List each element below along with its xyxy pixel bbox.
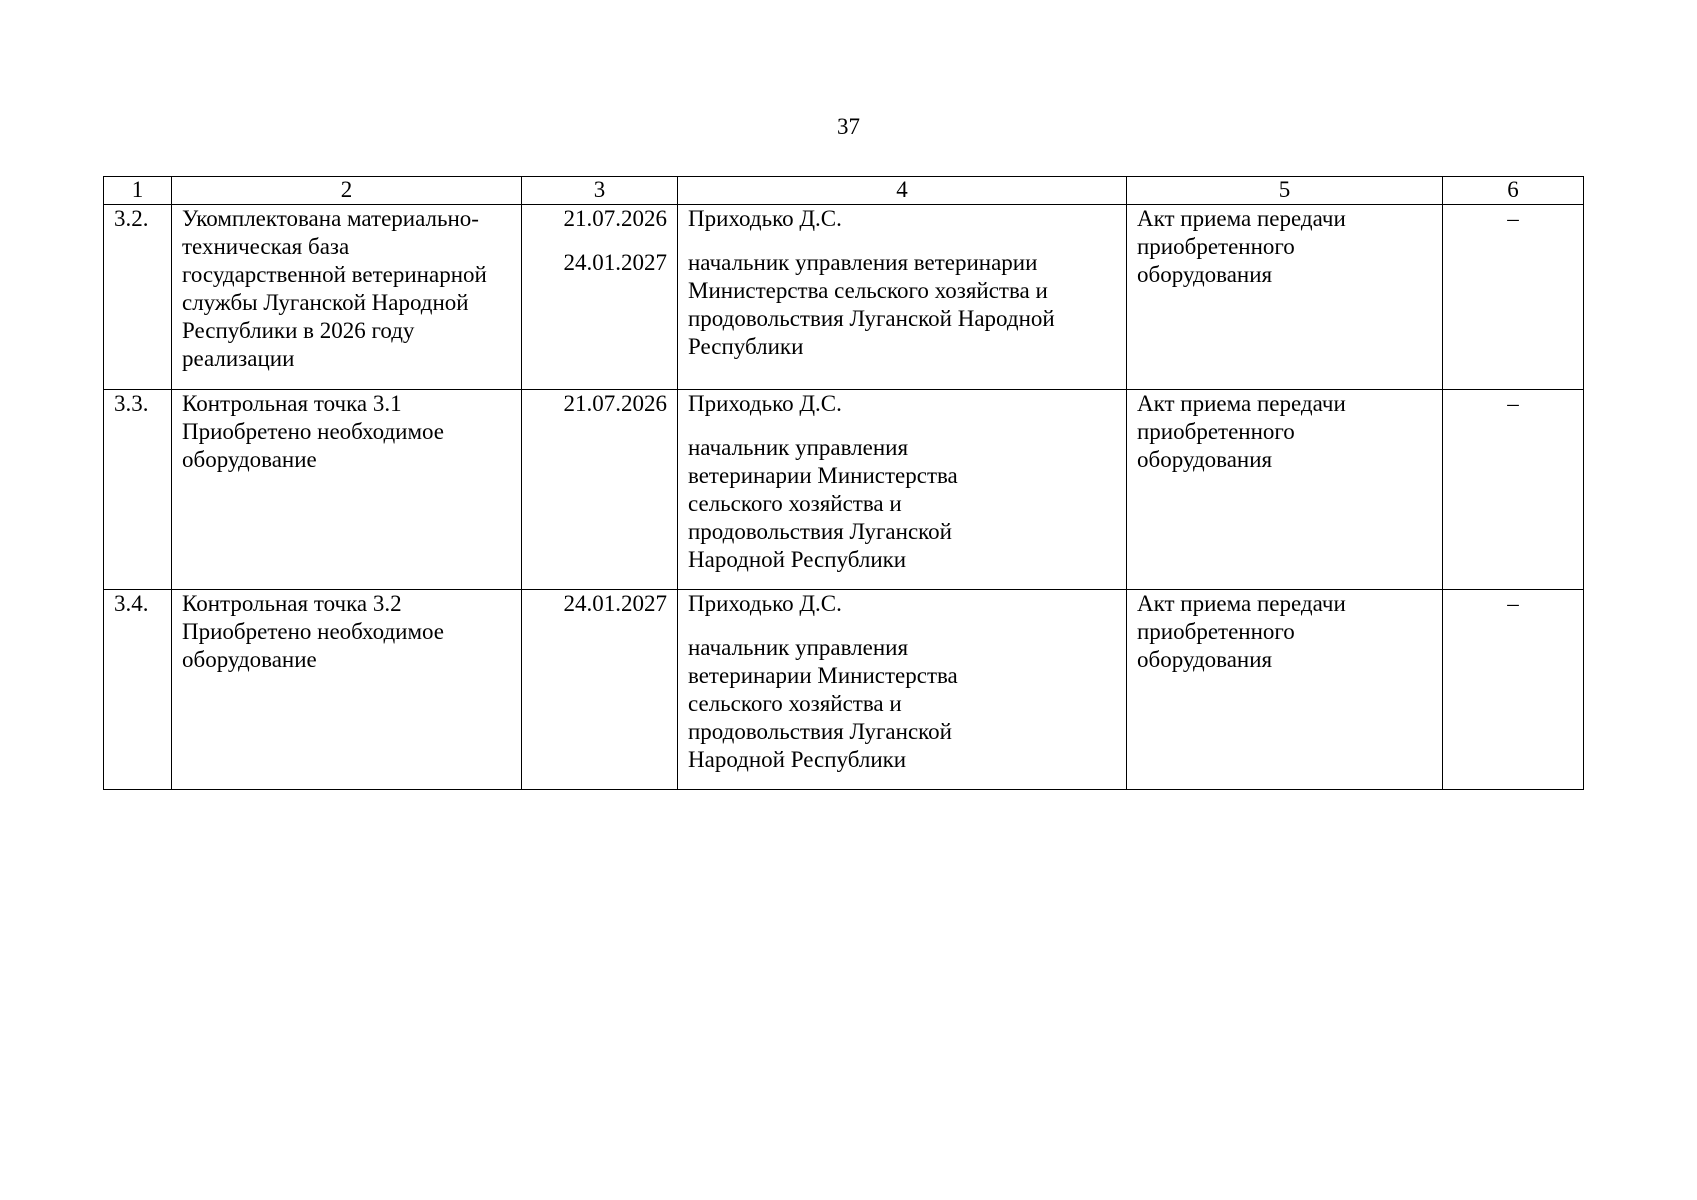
responsible-position-line: начальник управления bbox=[688, 435, 909, 460]
header-cell: 2 bbox=[172, 177, 522, 205]
row-responsible bbox=[678, 390, 1127, 590]
document-line: Акт приема передачи bbox=[1137, 391, 1346, 416]
description-line: Контрольная точка 3.1 bbox=[182, 391, 402, 416]
responsible-position-line: сельского хозяйства и bbox=[688, 691, 902, 716]
table-header-row bbox=[104, 177, 1584, 205]
row-col6: – bbox=[1443, 390, 1584, 590]
row-description bbox=[172, 590, 522, 790]
responsible-name: Приходько Д.С. bbox=[688, 391, 842, 416]
row-document bbox=[1127, 390, 1443, 590]
responsible-position-line: Республики bbox=[688, 334, 804, 359]
description-line: оборудование bbox=[182, 447, 317, 472]
description-line: Республики в 2026 году bbox=[182, 318, 415, 343]
row-number: 3.4. bbox=[104, 590, 172, 790]
responsible-position-line: Министерства сельского хозяйства и bbox=[688, 278, 1048, 303]
description-line: Контрольная точка 3.2 bbox=[182, 591, 402, 616]
row-number: 3.2. bbox=[104, 205, 172, 390]
description-line: техническая база bbox=[182, 234, 350, 259]
responsible-position-line: ветеринарии Министерства bbox=[688, 463, 958, 488]
description-line: Приобретено необходимое bbox=[182, 419, 445, 444]
responsible-position-line: начальник управления ветеринарии bbox=[688, 250, 1038, 275]
row-col6: – bbox=[1443, 590, 1584, 790]
page-number: 37 bbox=[837, 114, 860, 139]
header-cell: 3 bbox=[522, 177, 678, 205]
row-col6: – bbox=[1443, 205, 1584, 390]
document-line: приобретенного bbox=[1137, 419, 1295, 444]
responsible-position-line: продовольствия Луганской bbox=[688, 519, 952, 544]
table-row bbox=[104, 390, 1584, 590]
responsible-position-line: ветеринарии Министерства bbox=[688, 663, 958, 688]
document-line: оборудования bbox=[1137, 647, 1273, 672]
description-line: службы Луганской Народной bbox=[182, 290, 469, 315]
header-cell: 1 bbox=[104, 177, 172, 205]
document-line: приобретенного bbox=[1137, 234, 1295, 259]
description-line: Приобретено необходимое bbox=[182, 619, 445, 644]
row-dates bbox=[522, 390, 678, 590]
row-document bbox=[1127, 205, 1443, 390]
row-dates bbox=[522, 205, 678, 390]
document-line: оборудования bbox=[1137, 262, 1273, 287]
header-cell: 4 bbox=[678, 177, 1127, 205]
document-line: Акт приема передачи bbox=[1137, 206, 1346, 231]
date-start: 21.07.2026 bbox=[563, 391, 667, 416]
row-dates bbox=[522, 590, 678, 790]
row-document bbox=[1127, 590, 1443, 790]
table-row bbox=[104, 205, 1584, 390]
responsible-position-line: сельского хозяйства и bbox=[688, 491, 902, 516]
responsible-position-line: начальник управления bbox=[688, 635, 909, 660]
plan-table bbox=[103, 176, 1584, 790]
header-cell: 5 bbox=[1127, 177, 1443, 205]
responsible-position-line: Народной Республики bbox=[688, 547, 907, 572]
row-responsible bbox=[678, 590, 1127, 790]
row-description bbox=[172, 205, 522, 390]
description-line: государственной ветеринарной bbox=[182, 262, 487, 287]
table-row bbox=[104, 590, 1584, 790]
header-cell: 6 bbox=[1443, 177, 1584, 205]
row-number: 3.3. bbox=[104, 390, 172, 590]
row-responsible bbox=[678, 205, 1127, 390]
date-start: 21.07.2026 bbox=[563, 206, 667, 231]
document-line: Акт приема передачи bbox=[1137, 591, 1346, 616]
description-line: Укомплектована материально- bbox=[182, 206, 479, 231]
responsible-name: Приходько Д.С. bbox=[688, 591, 842, 616]
row-description bbox=[172, 390, 522, 590]
document-line: приобретенного bbox=[1137, 619, 1295, 644]
responsible-position-line: Народной Республики bbox=[688, 747, 907, 772]
date-start: 24.01.2027 bbox=[563, 591, 667, 616]
document-line: оборудования bbox=[1137, 447, 1273, 472]
date-end: 24.01.2027 bbox=[563, 250, 667, 275]
description-line: оборудование bbox=[182, 647, 317, 672]
responsible-name: Приходько Д.С. bbox=[688, 206, 842, 231]
description-line: реализации bbox=[182, 346, 295, 371]
responsible-position-line: продовольствия Луганской Народной bbox=[688, 306, 1055, 331]
responsible-position-line: продовольствия Луганской bbox=[688, 719, 952, 744]
